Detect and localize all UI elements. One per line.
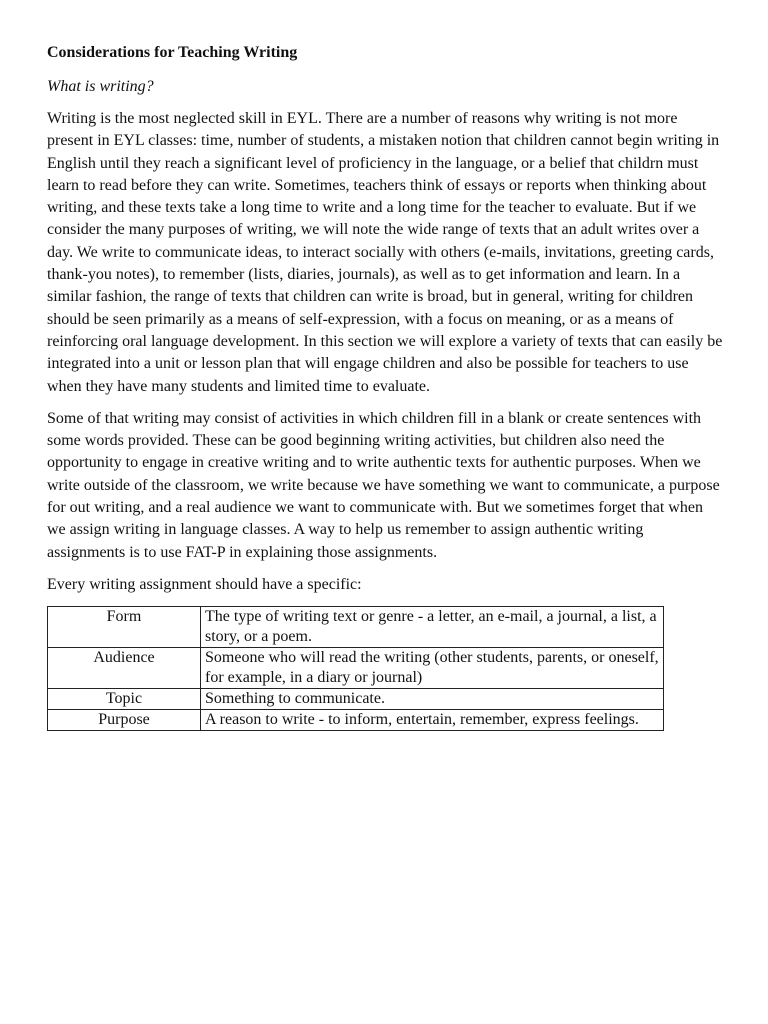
section-subheading: What is writing?: [47, 78, 154, 95]
table-description-topic: Something to communicate.: [201, 688, 664, 709]
fatp-table: [47, 606, 664, 731]
table-row: [48, 606, 664, 647]
document-page: [47, 42, 723, 731]
table-row: [48, 709, 664, 730]
body-paragraph-2: Some of that writing may consist of activities in which children fill in a blank or create sentences with some words provided. These can be good beginning writing activities, but children also need the opportunity to engage in creative writing and to write authentic texts for authentic purposes. When we write outside of the classroom, we write because we have something we want to communicate, a purpose for out writing, and a real audience we want to communicate with. But we sometimes forget that when we assign writing in language classes. A way to help us remember to assign authentic writing assignments is to use FAT-P in explaining those assignments.: [47, 409, 720, 561]
document-title: Considerations for Teaching Writing: [47, 44, 298, 61]
table-description-purpose: A reason to write - to inform, entertain, remember, express feelings.: [201, 709, 664, 730]
table-row: [48, 688, 664, 709]
table-term-topic: Topic: [48, 688, 201, 709]
table-description-audience: Someone who will read the writing (other students, parents, or oneself, for example, in a diary or journal): [201, 647, 664, 688]
table-term-purpose: Purpose: [48, 709, 201, 730]
table-term-audience: Audience: [48, 647, 201, 688]
table-term-form: Form: [48, 606, 201, 647]
table-row: [48, 647, 664, 688]
table-intro: Every writing assignment should have a specific:: [47, 575, 362, 593]
body-paragraph-1: Writing is the most neglected skill in EYL. There are a number of reasons why writing is not more present in EYL classes: time, number of students, a mistaken notion that children cannot begin writing in English until they reach a significant level of proficiency in the language, or a belief that childrn must learn to read before they can write. Sometimes, teachers think of essays or reports when thinking about writing, and these texts take a long time to write and a long time for the teacher to evaluate. But if we consider the many purposes of writing, we will note the wide range of texts that an adult writes over a day. We write to communicate ideas, to interact socially with others (e-mails, invitations, greeting cards, thank-you notes), to remember (lists, diaries, journals), as well as to get information and learn. In a similar fashion, the range of texts that children can write is broad, but in general, writing for children should be seen primarily as a means of self-expression, with a focus on meaning, or as a means of reinforcing oral language development. In this section we will explore a variety of texts that can easily be integrated into a unit or lesson plan that will engage children and also be possible for teachers to use when they have many students and limited time to evaluate.: [47, 110, 723, 395]
table-description-form: The type of writing text or genre - a letter, an e-mail, a journal, a list, a story, or a poem.: [201, 606, 664, 647]
